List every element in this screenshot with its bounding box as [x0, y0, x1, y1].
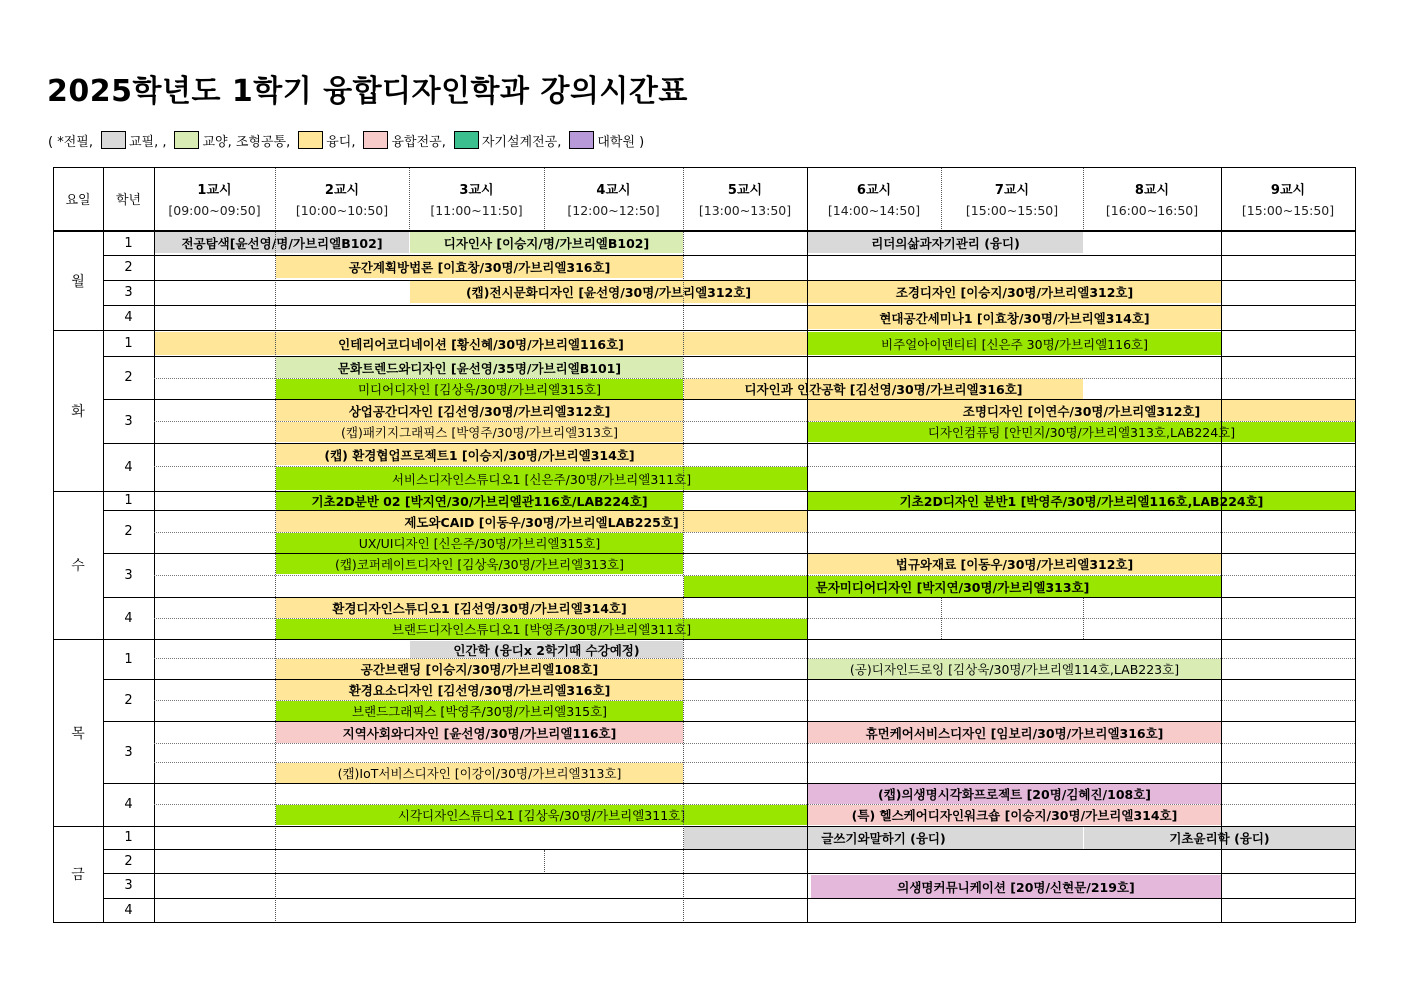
course-cell[interactable]: 상업공간디자인 [김선영/30명/가브리엘312호] — [276, 400, 683, 421]
header-period-7 — [941, 167, 1083, 230]
year-label: 4 — [124, 310, 133, 325]
course-cell[interactable]: 브랜드디자인스튜디오1 [박영주/30명/가브리엘311호] — [276, 619, 807, 639]
period-time: [11:00~11:50] — [430, 203, 523, 218]
year-label: 4 — [124, 459, 133, 475]
course-cell[interactable]: 의생명커뮤니케이션 [20명/신현문/219호] — [811, 875, 1221, 898]
course-cell[interactable]: 현대공간세미나1 [이효창/30명/가브리엘314호] — [808, 306, 1221, 329]
header-period-6 — [807, 167, 941, 230]
header-period-9 — [1221, 167, 1355, 230]
legend-label: 자기설계전공, — [481, 134, 562, 150]
legend-label: 융디, — [326, 134, 356, 150]
legend-open: ( *전필, — [48, 134, 93, 150]
course-cell[interactable]: 리더의삶과자기관리 (융디) — [808, 232, 1083, 253]
course-cell[interactable]: 인테리어코디네이션 [황신혜/30명/가브리엘116호] — [155, 332, 807, 355]
year-label: 1 — [124, 651, 133, 667]
period-name: 9교시 — [1270, 183, 1306, 198]
course-cell[interactable]: 조명디자인 [이연수/30명/가브리엘312호] — [808, 400, 1355, 421]
course-cell[interactable]: 디자인과 인간공학 [김선영/30명/가브리엘316호] — [684, 379, 1083, 399]
course-cell[interactable]: 기초2D디자인 분반1 [박영주/30명/가브리엘116호,LAB224호] — [808, 492, 1355, 510]
header-period-3 — [409, 167, 544, 230]
year-label: 3 — [124, 285, 133, 300]
course-cell[interactable]: 서비스디자인스튜디오1 [신은주/30명/가브리엘311호] — [276, 467, 807, 490]
course-cell[interactable]: 환경디자인스튜디오1 [김선영/30명/가브리엘314호] — [276, 598, 683, 618]
period-time: [15:00~15:50] — [1241, 203, 1335, 218]
course-cell[interactable]: 디자인컴퓨팅 [안민지/30명/가브리엘313호,LAB224호] — [808, 422, 1355, 442]
period-time: [10:00~10:50] — [295, 203, 389, 218]
year-label: 1 — [124, 335, 133, 351]
year-label: 2 — [124, 370, 133, 385]
course-cell[interactable]: 디자인사 [이승지/명/가브리엘B102] — [410, 232, 683, 253]
course-cell[interactable]: UX/UI디자인 [신은주/30명/가브리엘315호] — [276, 533, 683, 553]
header-period-5 — [683, 167, 807, 230]
course-cell[interactable]: (캡)전시문화디자인 [윤선영/30명/가브리엘312호] — [410, 281, 807, 303]
period-name: 5교시 — [727, 183, 763, 198]
course-cell[interactable]: 환경요소디자인 [김선영/30명/가브리엘316호] — [276, 680, 683, 700]
period-time: [12:00~12:50] — [567, 203, 660, 218]
year-label: 2 — [124, 524, 133, 539]
course-cell[interactable]: 법규와재료 [이동우/30명/가브리엘312호] — [808, 554, 1221, 574]
legend-label: 대학원 ) — [597, 134, 645, 150]
course-cell[interactable]: 비주얼아이덴티티 [신은주 30명/가브리엘116호] — [808, 332, 1221, 355]
course-cell[interactable]: (캡) 환경협업프로젝트1 [이승지/30명/가브리엘314호] — [276, 444, 683, 465]
course-cell[interactable]: 공간계획방법론 [이효창/30명/가브리엘316호] — [276, 256, 683, 278]
course-cell[interactable]: (캡)패키지그래픽스 [박영주/30명/가브리엘313호] — [276, 422, 683, 442]
day-label-mon: 월 — [71, 273, 85, 290]
course-cell[interactable]: (공)디자인드로잉 [김상욱/30명/가브리엘114호,LAB223호] — [808, 659, 1221, 679]
page-title: 2025학년도 1학기 융합디자인학과 강의시간표 — [47, 74, 688, 109]
day-label-fri: 금 — [71, 867, 85, 883]
course-cell[interactable]: 인간학 (융디x 2학기때 수강예정) — [410, 641, 683, 658]
header-year-label: 학년 — [115, 193, 142, 208]
year-label: 3 — [124, 413, 133, 429]
year-label: 4 — [124, 902, 133, 918]
period-name: 8교시 — [1134, 183, 1170, 198]
course-cell[interactable]: 조경디자인 [이승지/30명/가브리엘312호] — [808, 281, 1221, 303]
course-cell[interactable]: 시각디자인스튜디오1 [김상욱/30명/가브리엘311호] — [276, 805, 807, 825]
year-label: 2 — [124, 260, 133, 275]
course-cell[interactable]: 전공탐색[윤선영/명/가브리엘B102] — [155, 232, 409, 253]
course-cell[interactable]: 기초윤리학 (융디) — [1084, 827, 1355, 849]
course-cell[interactable]: (특) 헬스케어디자인워크숍 [이승지/30명/가브리엘314호] — [808, 805, 1221, 825]
course-cell[interactable]: 제도와CAID [이동우/30명/가브리엘LAB225호] — [276, 511, 807, 532]
header-period-4 — [544, 167, 683, 230]
course-cell[interactable]: 지역사회와디자인 [윤선영/30명/가브리엘116호] — [276, 722, 683, 743]
header-day-label: 요일 — [65, 193, 91, 208]
period-time: [15:00~15:50] — [965, 203, 1059, 218]
period-name: 7교시 — [994, 183, 1030, 198]
period-time: [14:00~14:50] — [827, 203, 921, 218]
course-cell[interactable]: 기초2D분반 02 [박지연/30/가브리엘관116호/LAB224호] — [276, 492, 683, 510]
day-label-tue: 화 — [71, 403, 85, 420]
year-label: 4 — [124, 797, 133, 812]
period-time: [13:00~13:50] — [698, 203, 792, 218]
course-cell[interactable]: 휴먼케어서비스디자인 [임보리/30명/가브리엘316호] — [808, 722, 1221, 743]
course-cell[interactable]: 문화트렌드와디자인 [윤선영/35명/가브리엘B101] — [276, 357, 683, 378]
period-name: 4교시 — [596, 183, 631, 198]
course-cell[interactable]: 브랜드그래픽스 [박영주/30명/가브리엘315호] — [276, 701, 683, 721]
header-period-1 — [154, 167, 275, 230]
year-label: 3 — [124, 744, 133, 760]
course-cell[interactable]: (캡)코퍼레이트디자인 [김상욱/30명/가브리엘313호] — [276, 554, 683, 574]
legend-label: 교양, 조형공통, — [202, 134, 291, 150]
header-period-8 — [1083, 167, 1221, 230]
year-label: 1 — [124, 493, 133, 508]
header-day — [53, 167, 103, 230]
period-name: 2교시 — [324, 183, 360, 198]
course-cell[interactable]: 미디어디자인 [김상욱/30명/가브리엘315호] — [276, 379, 683, 399]
period-time: [16:00~16:50] — [1105, 203, 1199, 218]
year-label: 2 — [124, 853, 133, 869]
period-name: 3교시 — [459, 183, 494, 198]
year-label: 2 — [124, 692, 133, 708]
legend-label: 융합전공, — [391, 134, 446, 150]
course-cell[interactable]: 글쓰기와말하기 (융디) — [684, 827, 1083, 849]
period-name: 6교시 — [856, 183, 892, 198]
course-cell[interactable]: (캡)IoT서비스디자인 [이강이/30명/가브리엘313호] — [276, 763, 683, 783]
day-label-thu: 목 — [71, 725, 85, 742]
year-label: 1 — [124, 830, 133, 845]
year-label: 4 — [124, 610, 133, 626]
day-label-wed: 수 — [71, 558, 85, 574]
year-label: 1 — [124, 235, 133, 251]
period-name: 1교시 — [197, 183, 232, 198]
header-period-2 — [275, 167, 409, 230]
course-cell[interactable]: (캡)의생명시각화프로젝트 [20명/김혜진/108호] — [808, 784, 1221, 804]
header-year — [103, 167, 154, 230]
course-cell[interactable]: 공간브랜딩 [이승지/30명/가브리엘108호] — [276, 659, 683, 679]
year-label: 3 — [124, 878, 133, 893]
year-label: 3 — [124, 567, 133, 583]
legend-label: 교필, , — [128, 134, 167, 150]
period-time: [09:00~09:50] — [168, 203, 261, 218]
course-cell[interactable]: 문자미디어디자인 [박지연/30명/가브리엘313호] — [684, 576, 1221, 597]
